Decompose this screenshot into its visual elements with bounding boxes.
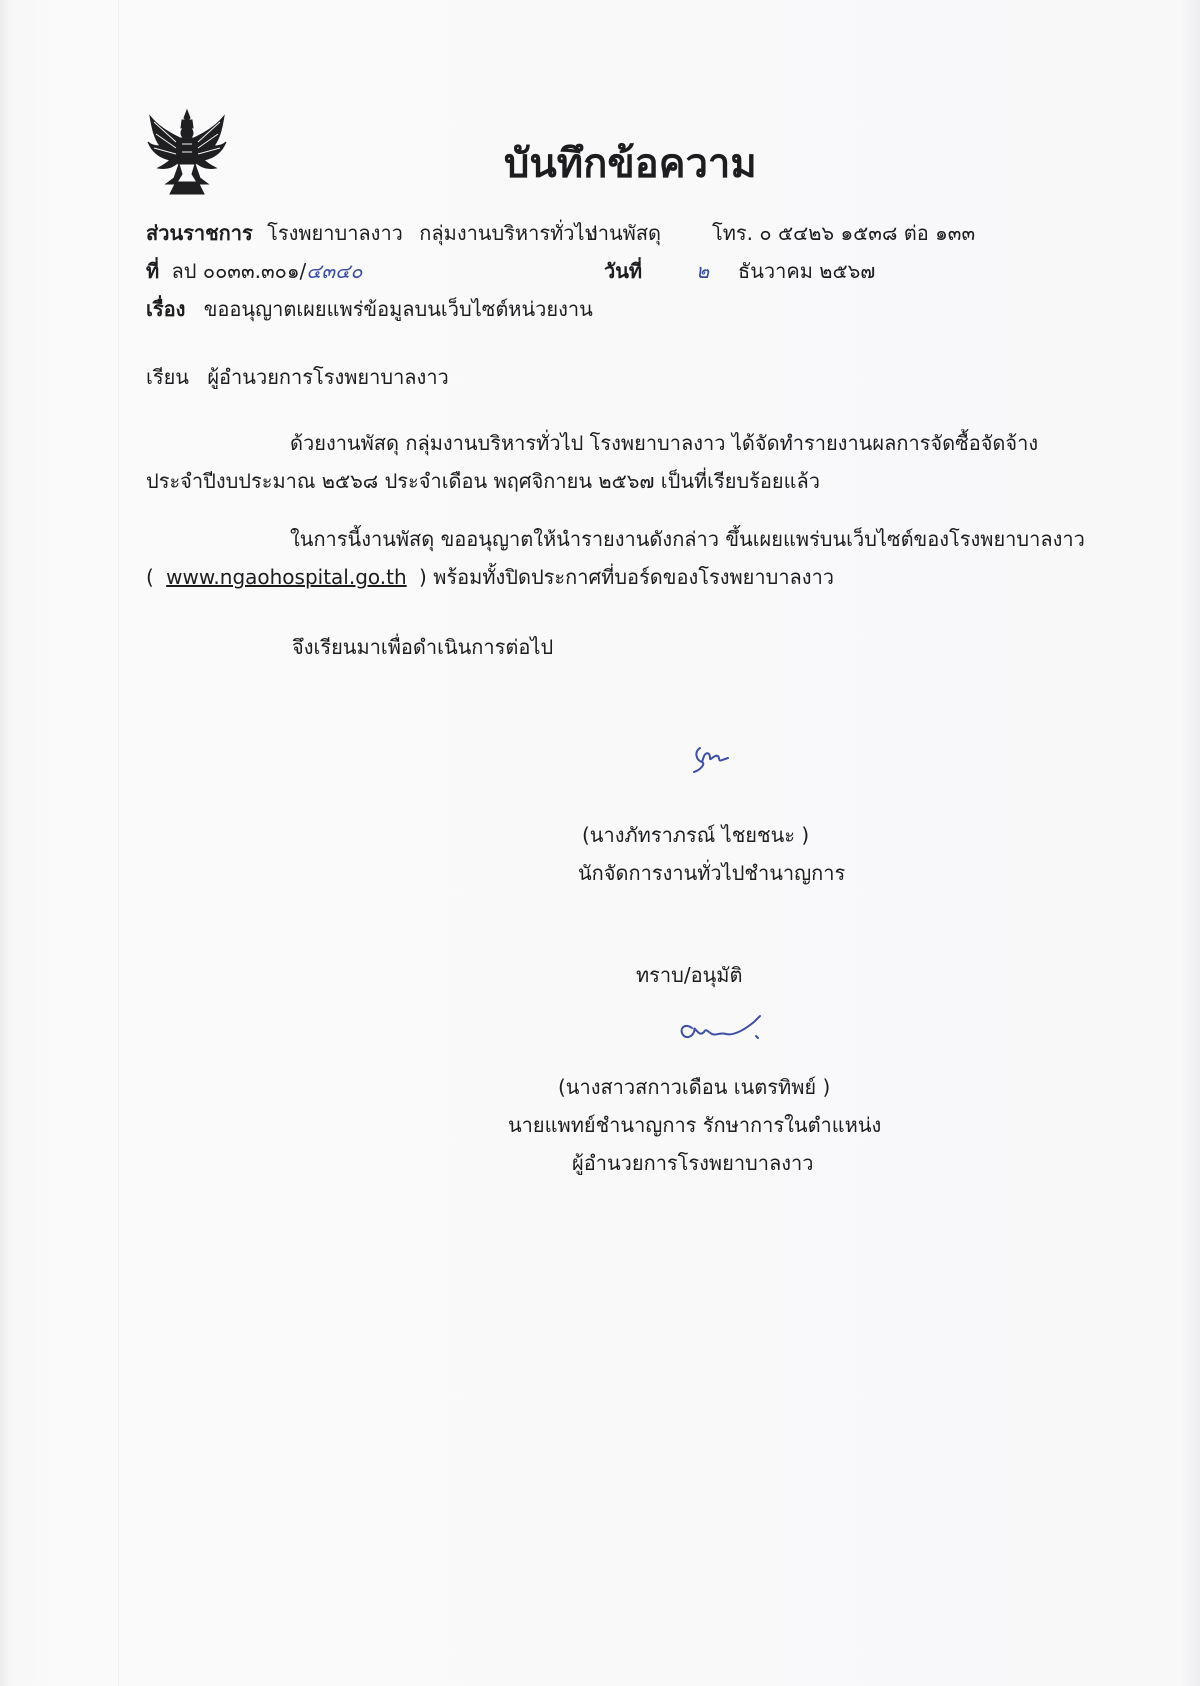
agency-label: ส่วนราชการ xyxy=(146,221,253,245)
approver-name: (นางสาวสกาวเดือน เนตรทิพย์ ) xyxy=(558,1075,831,1099)
agency-line xyxy=(146,220,597,246)
signer-position: นักจัดการงานทั่วไปชำนาญการ xyxy=(578,861,846,885)
paren-open: ( xyxy=(146,565,154,589)
page-title: บันทึกข้อความ xyxy=(504,141,757,187)
date-day: ๒ xyxy=(696,259,710,283)
signer-name: (นางภัทราภรณ์ ไชยชนะ ) xyxy=(582,823,810,847)
reference-label: ที่ xyxy=(146,259,160,283)
paragraph-1-line-2: ประจำปีงบประมาณ ๒๕๖๘ ประจำเดือน พฤศจิกายน ๒๕๖๗ เป็นที่เรียบร้อยแล้ว xyxy=(146,469,821,493)
paragraph-2-rest: ) พร้อมทั้งปิดประกาศที่บอร์ดของโรงพยาบาลงาว xyxy=(419,565,835,589)
phone-number: โทร. ๐ ๕๔๒๖ ๑๕๓๘ ต่อ ๑๓๓ xyxy=(712,221,976,245)
paragraph-2-line-2 xyxy=(146,564,834,590)
approval-label: ทราบ/อนุมัติ xyxy=(636,963,743,987)
signature-2-icon xyxy=(674,1006,770,1046)
date-month-year: ธันวาคม ๒๕๖๗ xyxy=(738,259,876,283)
subject-text: ขออนุญาตเผยแพร่ข้อมูลบนเว็บไซต์หน่วยงาน xyxy=(203,297,593,321)
salutation xyxy=(146,364,449,390)
website-link[interactable]: www.ngaohospital.go.th xyxy=(166,565,407,589)
agency-name: โรงพยาบาลงาว xyxy=(267,221,403,245)
reference-line xyxy=(146,258,362,284)
reference-prefix: ลป ๐๐๓๓.๓๐๑/ xyxy=(171,259,307,283)
subject-label: เรื่อง xyxy=(146,297,186,321)
agency-unit: งานพัสดุ xyxy=(588,221,662,245)
approver-position-line-2: ผู้อำนวยการโรงพยาบาลงาว xyxy=(572,1151,814,1175)
reference-number: ๔๓๔๐ xyxy=(306,259,363,283)
salutation-recipient: ผู้อำนวยการโรงพยาบาลงาว xyxy=(207,365,449,389)
salutation-label: เรียน xyxy=(146,365,189,389)
signature-1-icon xyxy=(688,742,732,784)
paragraph-2-line-1: ในการนี้งานพัสดุ ขออนุญาตให้นำรายงานดังกล่าว ขึ้นเผยแพร่บนเว็บไซต์ของโรงพยาบาลงาว xyxy=(290,527,1085,551)
date-label: วันที่ xyxy=(604,259,643,283)
closing-line: จึงเรียนมาเพื่อดำเนินการต่อไป xyxy=(292,635,554,659)
agency-division: กลุ่มงานบริหารทั่วไป xyxy=(419,221,598,245)
paragraph-1-line-1: ด้วยงานพัสดุ กลุ่มงานบริหารทั่วไป โรงพยาบาลงาว ได้จัดทำรายงานผลการจัดซื้อจัดจ้าง xyxy=(290,431,1039,455)
garuda-emblem-icon xyxy=(146,108,228,200)
subject-line xyxy=(146,296,593,322)
approver-position-line-1: นายแพทย์ชำนาญการ รักษาการในตำแหน่ง xyxy=(508,1113,882,1137)
